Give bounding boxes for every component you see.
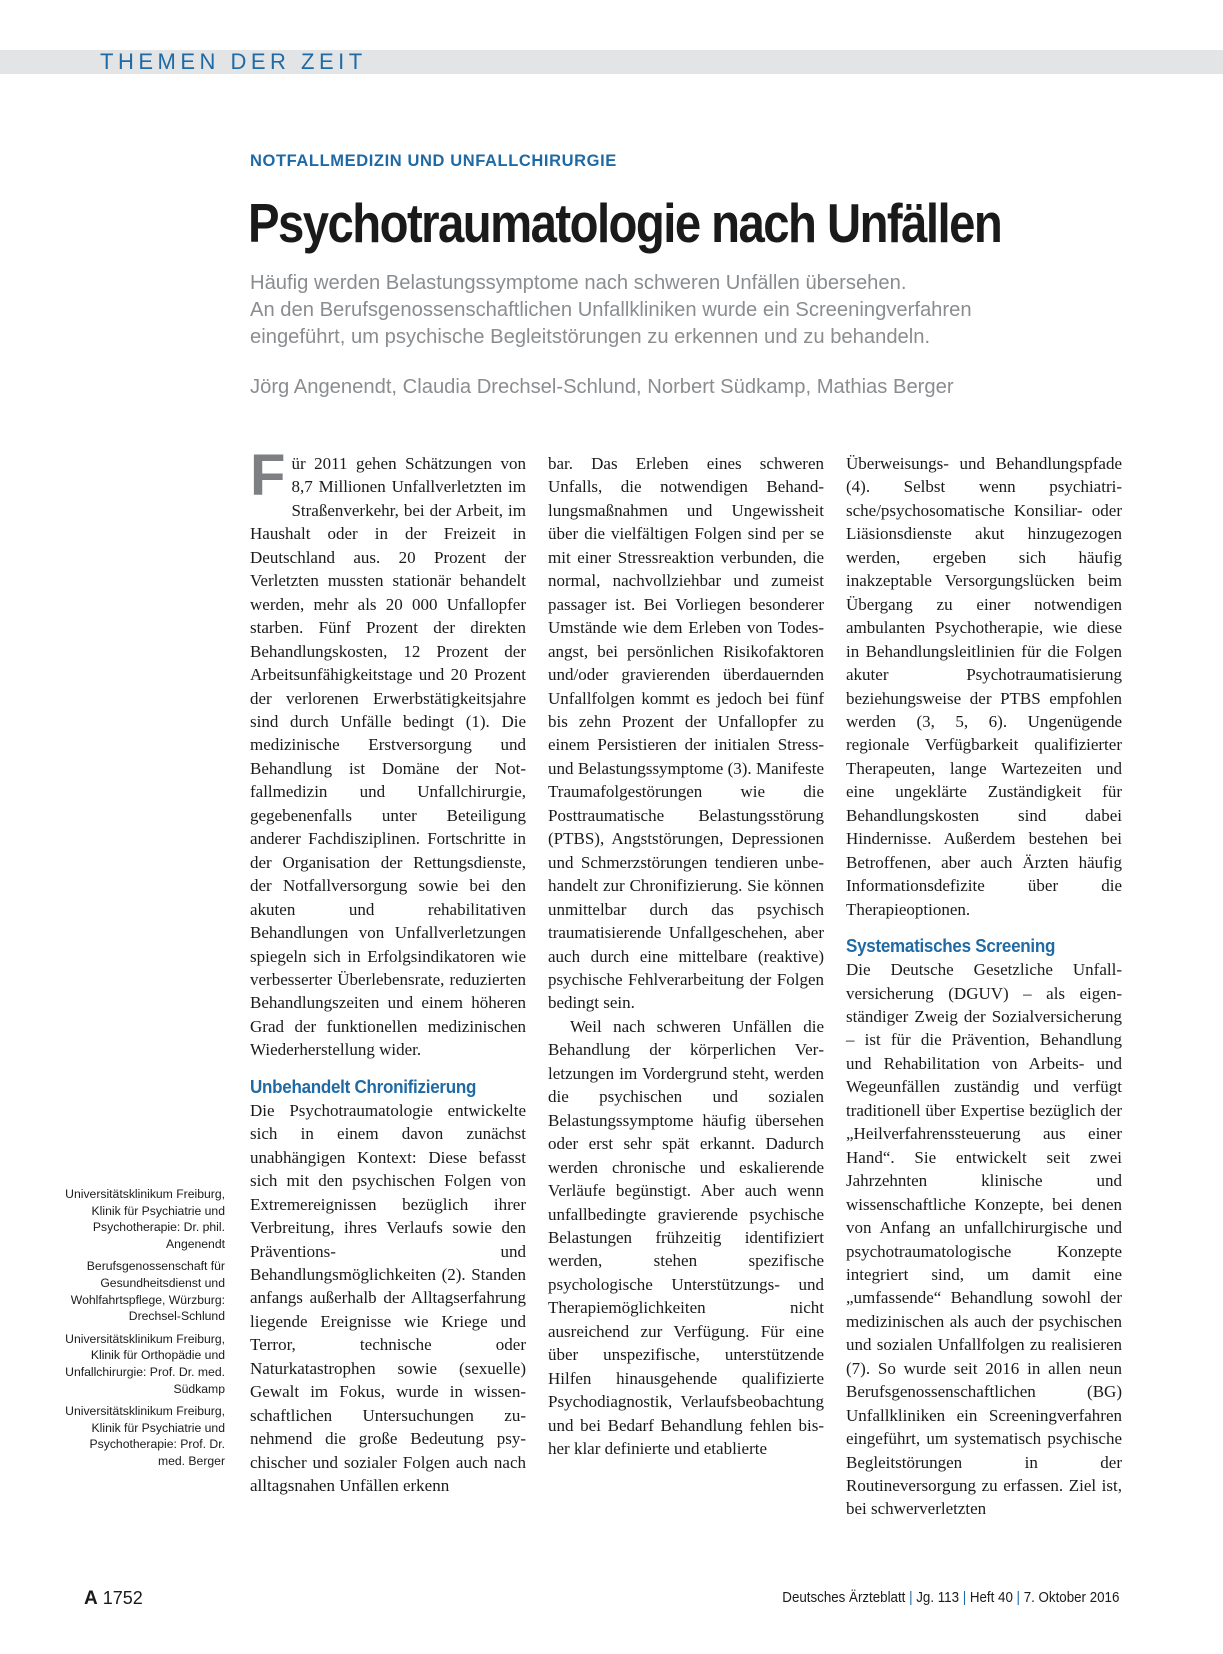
- text-column-3: [846, 452, 1122, 1521]
- body-paragraph: Weil nach schweren Unfällen die Behandlung der körperlichen Verletzungen im Vordergrund steht, werden die psychischen und sozialen Belastungssymptome häufig übersehen oder erst sehr spät erkannt. Dadurch werden chronische und eskalierende Verläufe begünstigt. Aber auch wenn unfallbedingte gravierende psychische Belastungen frühzeitig identifiziert werden, stehen spezifische psychologische Unterstützungs- und Therapiemöglichkeiten nicht ausreichend zur Verfügung. Für eine über unspezifische, unterstützende Hilfen hinausgehende qualifizierte Psychodiagnostik, Verlaufsbeobachtung und bei Bedarf Behandlung fehlen bisher klar definierte und etablierte: [548, 1016, 824, 1459]
- article-lead: [250, 270, 1180, 351]
- body-paragraph: Die Deutsche Gesetzliche Unfallversicherung (DGUV) – als eigenständiger Zweig der Sozialversicherung – ist für die Prävention, Behandlung und Rehabilitation von Arbeits- und Wegeunfällen zuständig und verfügt traditionell über Expertise bezüglich der „Heilverfahrenssteuerung aus einer Hand“. Sie entwickelt seit zwei Jahrzehnten klinische und wissenschaftliche Konzepte, bei denen von Anfang an unfallchirurgische und psychotraumatologische Konzepte integriert sind, um damit eine „umfassende“ Behandlung sowohl der medizinischen als auch der psychischen und sozialen Unfallfolgen zu realisieren (7). So wurde seit 2016 in allen neun Berufsgenossenschaftlichen (BG) Unfallkliniken ein Screeningverfahren eingeführt, um systematisch psychische Begleitstörungen in der Routineversorgung zu erfassen. Ziel ist, bei schwerverletzten: [846, 960, 1122, 1519]
- article-title: Psychotraumatologie nach Unfällen: [248, 192, 1002, 254]
- journal-issue: Heft 40: [969, 1590, 1013, 1606]
- subheading: Systematisches Screening: [846, 935, 1056, 957]
- affiliation: Universitätsklinikum Freiburg, Klinik für Orthopädie und Unfallchirurgie: Prof. Dr. med. Südkamp: [65, 1331, 225, 1396]
- affiliation: Universitätsklinikum Freiburg, Klinik für Psychiatrie und Psychotherapie: Dr. phil. Angenendt: [65, 1187, 225, 1251]
- journal-name: Deutsches Ärzteblatt: [781, 1590, 906, 1606]
- page-number: [84, 1588, 143, 1610]
- text-column-1: [250, 443, 526, 1497]
- lead-line: An den Berufsgenossenschaftlichen Unfallkliniken wurde ein Screeningverfahren: [250, 299, 972, 321]
- journal-footer: [782, 1590, 1119, 1606]
- paragraph-text: ür 2011 gehen Schätzungen von 8,7 Millionen Unfallverletzten im Straßenverkehr, bei der Arbeit, im Haushalt oder in der Freizeit in Deutschland aus. 20 Prozent der Verletzten mussten stationär behandelt werden, mehr als 20 000 Unfallopfer starben. Fünf Prozent der direkten Behandlungskosten, 12 Prozent der Arbeitsunfähigkeitstage und 20 Prozent der verlorenen Erwerbstätigkeitsjahre sind durch Unfälle bedingt (1). Die medizinische Erstversorgung und Behandlung ist Domäne der Notfallmedizin und Unfallchirurgie, gegebenenfalls unter Beteiligung anderer Fachdisziplinen. Fortschritte in der Organisation der Rettungsdienste, der Notfallversorgung sowie bei den akuten und rehabilitativen Behandlungen von Unfallverletzungen spiegeln sich in Erfolgsindikatoren wie verbesserter Überlebensrate, reduzierten Behandlungszeiten und einem höheren Grad der funktionellen medizinischen Wiederherstellung wider.: [250, 454, 526, 1060]
- body-paragraph: bar. Das Erleben eines schweren Unfalls, die notwendigen Behandlungsmaßnahmen und Ungewissheit über die vielfältigen Folgen sind per se mit einer Stressreaktion verbunden, die normal, nachvollziehbar und zumeist passager ist. Bei Vorliegen besonderer Umstände wie dem Erleben von Todesangst, bei persönlichen Risikofaktoren und/oder gravierenden überdauernden Unfallfolgen kommt es jedoch bei fünf bis zehn Prozent der Unfallopfer zu einem Persistieren der initialen Stress- und Belastungssymptome (3). Manifeste Traumafolgestörungen wie die Posttraumatische Belastungsstörung (PTBS), Angststörungen, Depressionen und Schmerzstörungen tendieren unbehandelt zur Chronifizierung. Sie können unmittelbar durch das psychisch traumatisierende Unfallgeschehen, aber auch durch eine mittelbare (reaktive) psychische Fehlverarbeitung der Folgen bedingt sein.: [548, 454, 824, 1013]
- text-column-2: [548, 452, 824, 1460]
- journal-volume: Jg. 113: [915, 1590, 959, 1606]
- footer-separator: |: [962, 1590, 966, 1606]
- body-paragraph: Die Psychotraumatologie entwickelte sich in einem davon zunächst unabhängigen Kontext: Diese befasst sich mit den psychischen Folgen von Extremereignissen bezüglich ihrer Verbreitung, ihres Verlaufs sowie den Präventions- und Behandlungsmöglichkeiten (2). Standen anfangs außerhalb der Alltagserfahrung liegende Ereignisse wie Kriege und Terror, technische oder Naturkatastrophen sowie (sexuelle) Gewalt im Fokus, wurde in wissenschaftlichen Untersuchungen zunehmend die große Bedeutung psychischer und sozialer Folgen auch nach alltagsnahen Unfällen erkenn: [250, 1100, 526, 1496]
- lead-line: eingeführt, um psychische Begleitstörungen zu erkennen und zu behandeln.: [250, 326, 931, 348]
- body-paragraph: Überweisungs- und Behandlungspfade (4). Selbst wenn psychiatrische/psychosomatische Konsiliar- oder Liäsionsdienste akut hinzugezogen werden, ergeben sich häufig inakzeptable Versorgungslücken beim Übergang zu einer notwendigen ambulanten Psychotherapie, wie diese in Behandlungsleitlinien für die Folgen akuter Psychotraumatisierung beziehungsweise der PTBS empfohlen werden (3, 5, 6). Ungenügende regionale Verfügbarkeit qualifizierter Therapeuten, lange Wartezeiten und eine ungeklärte Zuständigkeit für Behandlungskosten sind dabei Hindernisse. Außerdem bestehen bei Betroffenen, aber auch Ärzten häufig Informationsdefizite über die Therapieoptionen.: [846, 454, 1122, 919]
- author-affiliations: [60, 1186, 225, 1476]
- page-number-value: 1752: [102, 1588, 143, 1608]
- article-authors: Jörg Angenendt, Claudia Drechsel-Schlund, Norbert Südkamp, Mathias Berger: [250, 376, 954, 398]
- lead-line: Häufig werden Belastungssymptome nach schweren Unfällen übersehen.: [250, 272, 907, 294]
- footer-separator: |: [1016, 1590, 1020, 1606]
- article-kicker: NOTFALLMEDIZIN UND UNFALLCHIRURGIE: [250, 152, 617, 170]
- affiliation: Universitätsklinikum Freiburg, Klinik für Psychiatrie und Psychotherapie: Prof. Dr. med. Berger: [65, 1404, 225, 1468]
- body-paragraph: [250, 443, 526, 1062]
- drop-cap: F: [250, 443, 286, 508]
- affiliation: Berufsgenossenschaft für Gesundheitsdienst und Wohlfahrtspflege, Würzburg: Drechsel-Schlund: [70, 1259, 225, 1324]
- journal-date: 7. Oktober 2016: [1023, 1590, 1119, 1606]
- subheading: Unbehandelt Chronifizierung: [250, 1075, 477, 1097]
- section-label: THEMEN DER ZEIT: [100, 49, 367, 74]
- page-prefix: A: [84, 1588, 98, 1609]
- footer-separator: |: [908, 1590, 913, 1606]
